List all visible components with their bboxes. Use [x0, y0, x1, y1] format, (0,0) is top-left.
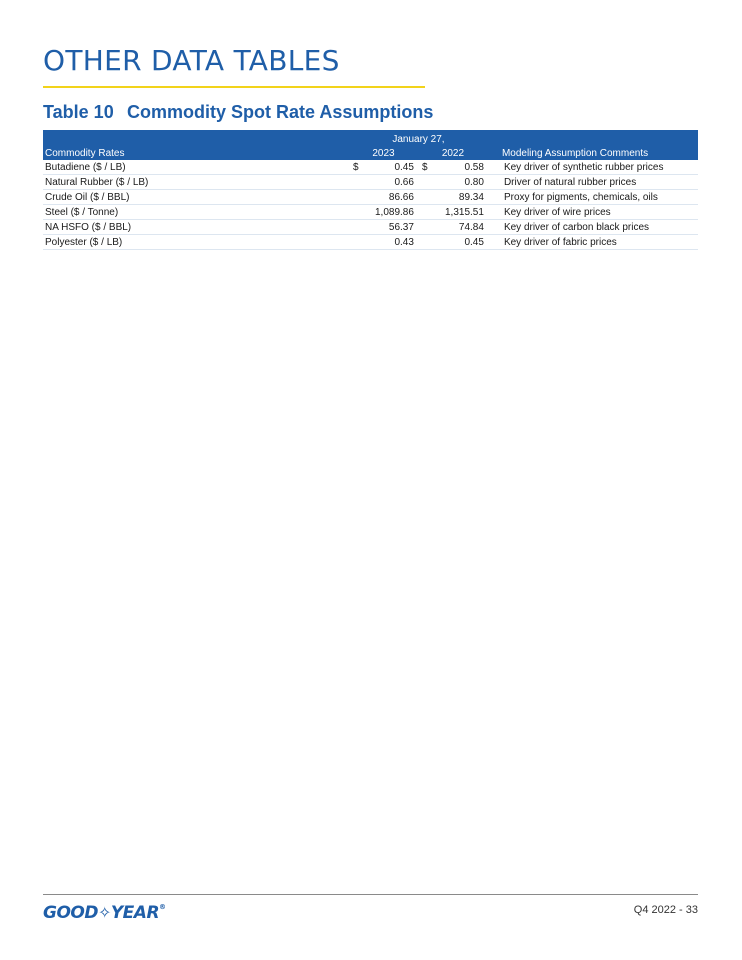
currency-symbol	[418, 190, 440, 205]
column-header-commodity: Commodity Rates	[43, 146, 349, 160]
table-row	[43, 160, 698, 175]
commodity-name: NA HSFO ($ / BBL)	[43, 220, 349, 235]
column-header-2022: 2022	[418, 146, 488, 160]
value-2023: 0.43	[371, 235, 418, 250]
table-number: Table 10	[43, 102, 114, 122]
assumption-comment: Key driver of carbon black prices	[488, 220, 698, 235]
value-2022: 0.58	[440, 160, 488, 175]
table-caption	[43, 102, 433, 123]
value-2023: 86.66	[371, 190, 418, 205]
goodyear-logo: GOOD✧YEAR®	[43, 903, 166, 923]
table-header-row-group	[43, 130, 698, 146]
commodity-name: Polyester ($ / LB)	[43, 235, 349, 250]
assumption-comment: Key driver of fabric prices	[488, 235, 698, 250]
assumption-comment: Key driver of synthetic rubber prices	[488, 160, 698, 175]
assumption-comment: Proxy for pigments, chemicals, oils	[488, 190, 698, 205]
table-title: Commodity Spot Rate Assumptions	[127, 102, 434, 122]
table-body	[43, 160, 698, 250]
table-row	[43, 235, 698, 250]
value-2022: 1,315.51	[440, 205, 488, 220]
value-2023: 56.37	[371, 220, 418, 235]
heading-divider	[43, 86, 425, 88]
table-row	[43, 220, 698, 235]
value-2023: 0.66	[371, 175, 418, 190]
currency-symbol	[349, 205, 371, 220]
commodity-name: Natural Rubber ($ / LB)	[43, 175, 349, 190]
commodity-rates-table	[43, 130, 698, 250]
wingfoot-icon: ✧	[97, 903, 111, 922]
table-row	[43, 175, 698, 190]
value-2022: 74.84	[440, 220, 488, 235]
currency-symbol	[418, 235, 440, 250]
commodity-name: Butadiene ($ / LB)	[43, 160, 349, 175]
column-header-2023: 2023	[349, 146, 418, 160]
value-2023: 0.45	[371, 160, 418, 175]
value-2022: 0.45	[440, 235, 488, 250]
currency-symbol	[349, 235, 371, 250]
currency-symbol	[418, 220, 440, 235]
currency-symbol: $	[349, 160, 371, 175]
assumption-comment: Key driver of wire prices	[488, 205, 698, 220]
date-group-header: January 27,	[349, 130, 488, 146]
table-header-row	[43, 146, 698, 160]
currency-symbol	[418, 175, 440, 190]
currency-symbol	[349, 220, 371, 235]
table-row	[43, 190, 698, 205]
currency-symbol	[418, 205, 440, 220]
commodity-name: Steel ($ / Tonne)	[43, 205, 349, 220]
value-2023: 1,089.86	[371, 205, 418, 220]
currency-symbol	[349, 190, 371, 205]
currency-symbol	[349, 175, 371, 190]
page-number: Q4 2022 - 33	[633, 904, 698, 916]
page-heading: OTHER DATA TABLES	[43, 44, 340, 77]
value-2022: 89.34	[440, 190, 488, 205]
assumption-comment: Driver of natural rubber prices	[488, 175, 698, 190]
footer-divider	[43, 894, 698, 895]
value-2022: 0.80	[440, 175, 488, 190]
currency-symbol: $	[418, 160, 440, 175]
table-row	[43, 205, 698, 220]
column-header-comments: Modeling Assumption Comments	[488, 146, 698, 160]
commodity-name: Crude Oil ($ / BBL)	[43, 190, 349, 205]
